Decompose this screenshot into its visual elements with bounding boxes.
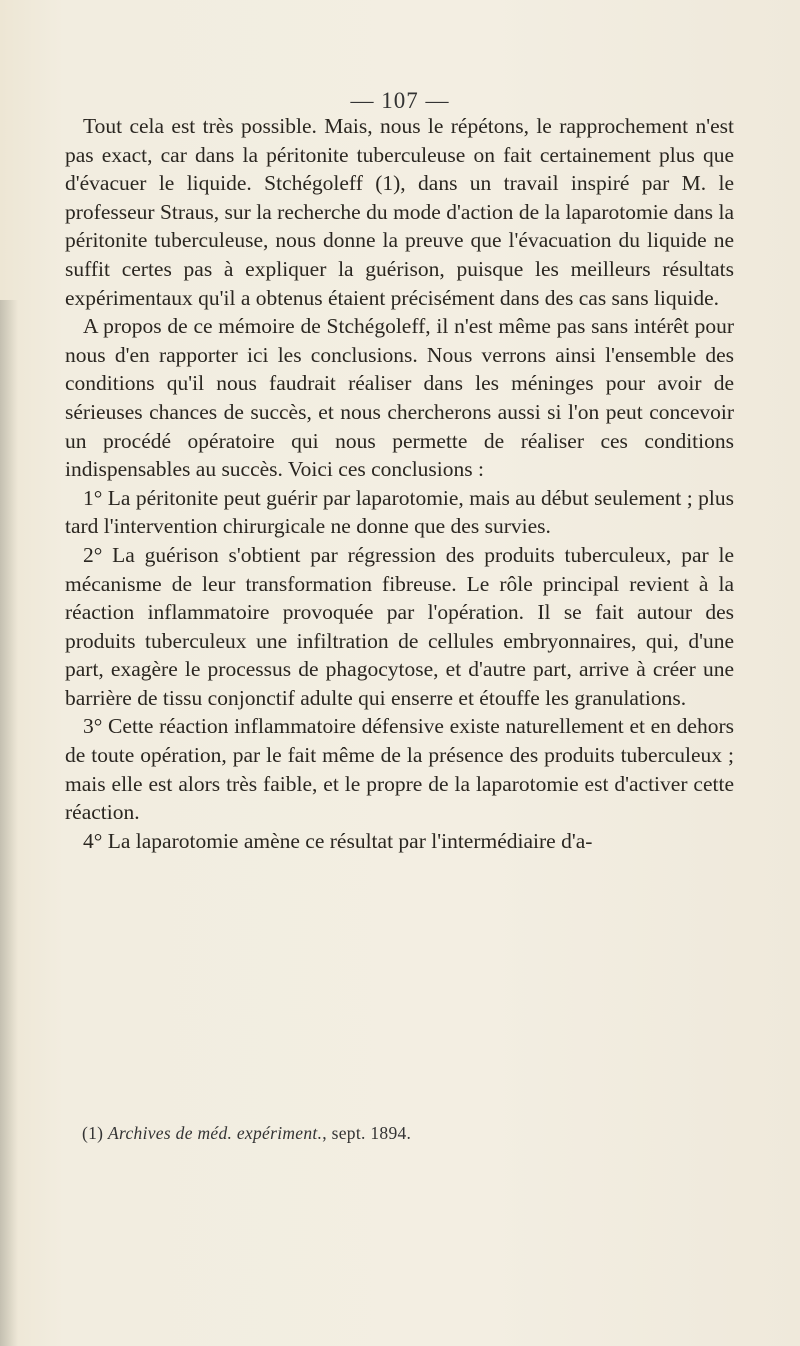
body-text <box>65 112 734 855</box>
footnote-source: Archives de méd. expériment. <box>108 1123 323 1143</box>
paragraph: 4° La laparotomie amène ce résultat par l'intermédiaire d'a- <box>83 828 593 853</box>
paragraph: 2° La guérison s'obtient par régression des produits tuberculeux, par le mécanisme de leur transformation fibreuse. Le rôle principal revient à la réaction inflammatoire provoquée par l'opération. Il se fait autour des produits tuberculeux une infiltration de cellules embryonnaires, qui, d'une part, exagère le processus de phagocytose, et d'autre part, arrive à créer une barrière de tissu conjonctif adulte qui enserre et étouffe les granulations. <box>65 542 734 710</box>
paragraph: A propos de ce mémoire de Stchégoleff, il n'est même pas sans intérêt pour nous d'en rapporter ici les conclusions. Nous verrons ainsi l'ensemble des conditions qu'il nous faudrait réaliser dans les méninges pour avoir de sérieuses chances de succès, et nous chercherons aussi si l'on peut concevoir un procédé opératoire qui nous permette de réaliser ces conditions indispensables au succès. Voici ces conclusions : <box>65 314 734 482</box>
paragraph: Tout cela est très possible. Mais, nous le répétons, le rapprochement n'est pas exact, car dans la péritonite tuberculeuse on fait certainement plus que d'évacuer le liquide. Stchégoleff (1), dans un travail inspiré par M. le professeur Straus, sur la recherche du mode d'action de la laparotomie dans la péritonite tuberculeuse, nous donne la preuve que l'évacuation du liquide ne suffit certes pas à expliquer la guérison, puisque les meilleurs résultats expérimentaux qu'il a obtenus étaient précisément dans des cas sans liquide. <box>65 114 734 310</box>
paragraph: 3° Cette réaction inflammatoire défensive existe naturellement et en dehors de toute opération, par le fait même de la présence des produits tuberculeux ; mais elle est alors très faible, et le propre de la laparotomie est d'activer cette réaction. <box>65 714 734 825</box>
paragraph: 1° La péritonite peut guérir par laparotomie, mais au début seulement ; plus tard l'intervention chirurgicale ne donne que des survies. <box>65 485 734 539</box>
page-number: — 107 — <box>350 88 450 113</box>
page-edge-shadow <box>0 300 18 1346</box>
footnote-date: , sept. 1894. <box>322 1123 412 1143</box>
footnote-marker: (1) <box>82 1123 104 1143</box>
footnote <box>82 1123 411 1144</box>
